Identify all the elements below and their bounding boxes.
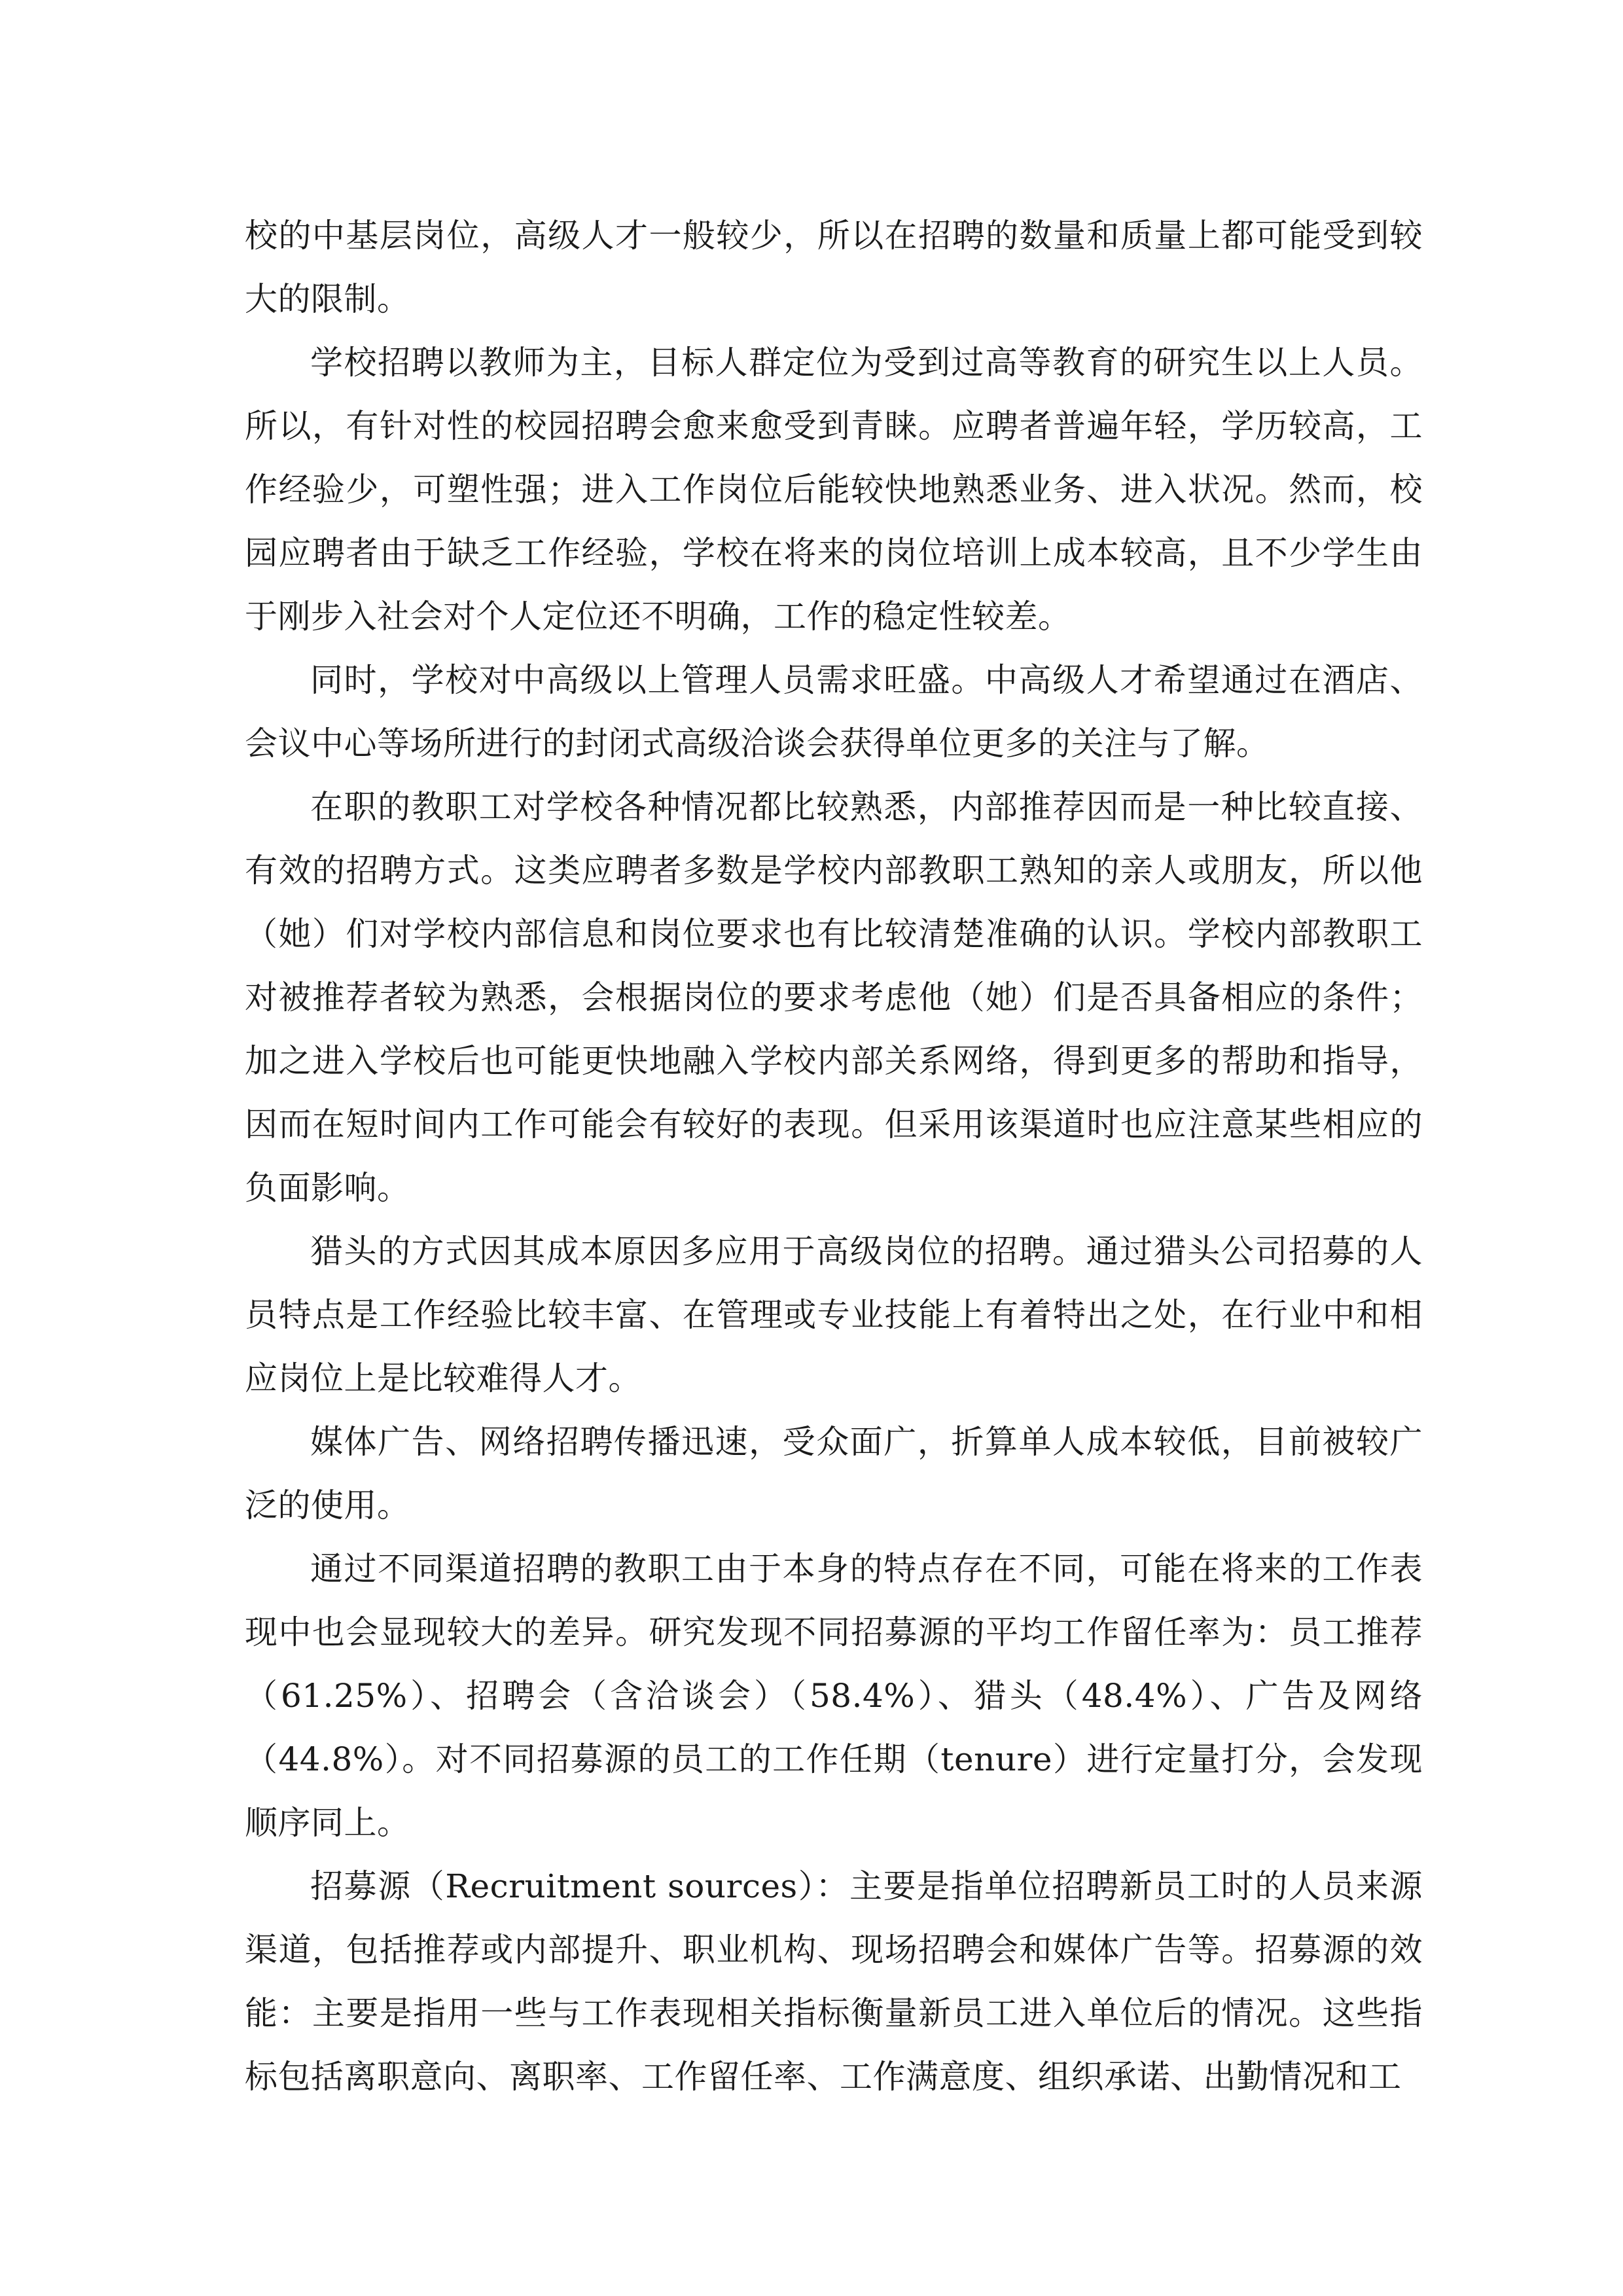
- paragraph-7: 通过不同渠道招聘的教职工由于本身的特点存在不同，可能在将来的工作表现中也会显现较大的差异。研究发现不同招募源的平均工作留任率为：员工推荐（61.25%）、招聘会（含洽谈会）（58.4%）、猎头（48.4%）、广告及网络（44.8%）。对不同招募源的员工的工作任期（tenure）进行定量打分，会发现顺序同上。: [245, 1550, 1423, 1842]
- paragraph-8: 招募源（Recruitment sources）：主要是指单位招聘新员工时的人员来源渠道，包括推荐或内部提升、职业机构、现场招聘会和媒体广告等。招募源的效能：主要是指用一些与工作表现相关指标衡量新员工进入单位后的情况。这些指标包括离职意向、离职率、工作留任率、工作满意度、组织承诺、出勤情况和工: [245, 1867, 1423, 2096]
- paragraph-6: 媒体广告、网络招聘传播迅速，受众面广，折算单人成本较低，目前被较广泛的使用。: [245, 1423, 1423, 1524]
- paragraph-4: 在职的教职工对学校各种情况都比较熟悉，内部推荐因而是一种比较直接、有效的招聘方式。这类应聘者多数是学校内部教职工熟知的亲人或朋友，所以他（她）们对学校内部信息和岗位要求也有比较清楚准确的认识。学校内部教职工对被推荐者较为熟悉，会根据岗位的要求考虑他（她）们是否具备相应的条件；加之进入学校后也可能更快地融入学校内部关系网络，得到更多的帮助和指导，因而在短时间内工作可能会有较好的表现。但采用该渠道时也应注意某些相应的负面影响。: [245, 788, 1423, 1207]
- paragraph-5: 猎头的方式因其成本原因多应用于高级岗位的招聘。通过猎头公司招募的人员特点是工作经验比较丰富、在管理或专业技能上有着特出之处，在行业中和相应岗位上是比较难得人才。: [245, 1232, 1423, 1397]
- paragraph-1: 校的中基层岗位，高级人才一般较少，所以在招聘的数量和质量上都可能受到较大的限制。: [245, 217, 1423, 318]
- document-body: [245, 204, 1423, 2109]
- paragraph-3: 同时，学校对中高级以上管理人员需求旺盛。中高级人才希望通过在酒店、会议中心等场所进行的封闭式高级洽谈会获得单位更多的关注与了解。: [245, 661, 1423, 762]
- paragraph-2: 学校招聘以教师为主，目标人群定位为受到过高等教育的研究生以上人员。所以，有针对性的校园招聘会愈来愈受到青睐。应聘者普遍年轻，学历较高，工作经验少，可塑性强；进入工作岗位后能较快地熟悉业务、进入状况。然而，校园应聘者由于缺乏工作经验，学校在将来的岗位培训上成本较高，且不少学生由于刚步入社会对个人定位还不明确，工作的稳定性较差。: [245, 344, 1423, 636]
